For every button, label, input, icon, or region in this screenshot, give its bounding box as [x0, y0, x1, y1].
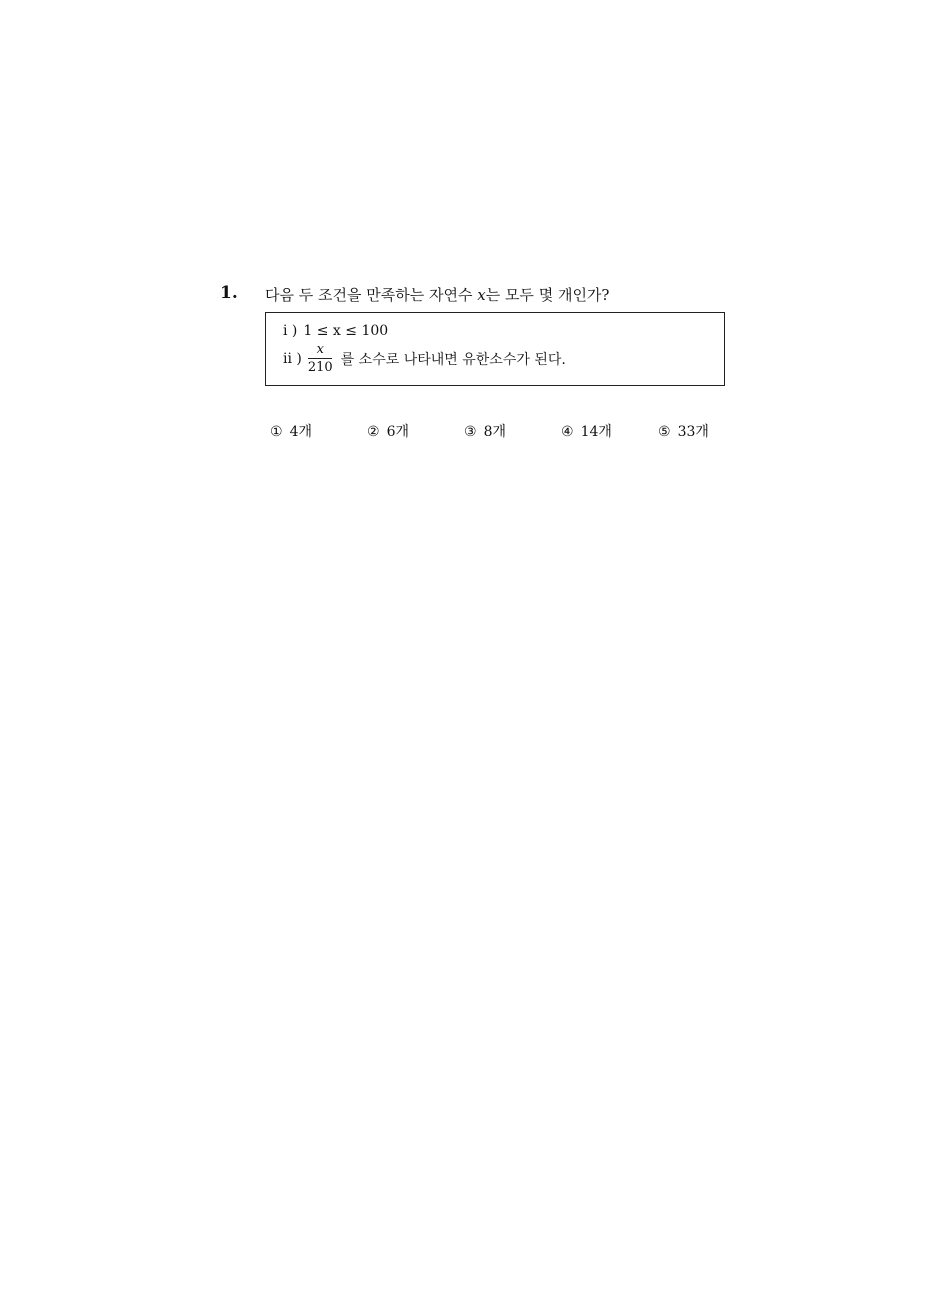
choice-2-label: 6개 [386, 424, 409, 440]
choice-1-label: 4개 [289, 424, 312, 440]
choice-5-mark: ⑤ [658, 424, 671, 440]
choice-4-mark: ④ [561, 424, 574, 440]
condition-1 [283, 323, 388, 339]
fraction-numerator: x [316, 342, 324, 357]
choice-4-label: 14개 [580, 424, 612, 440]
condition-2-text: 를 소수로 나타내면 유한소수가 된다. [340, 351, 566, 368]
question-text [265, 284, 609, 305]
choice-5[interactable] [658, 421, 709, 441]
choice-2[interactable] [367, 421, 409, 441]
choice-5-label: 33개 [677, 424, 709, 440]
choice-4[interactable] [561, 421, 612, 441]
condition-1-label: i ) [283, 323, 298, 339]
choice-1[interactable] [270, 421, 312, 441]
question-text-before: 다음 두 조건을 만족하는 자연수 [265, 286, 478, 304]
choice-3-mark: ③ [464, 424, 477, 440]
fraction [308, 343, 333, 374]
condition-1-expression: 1 ≤ x ≤ 100 [303, 323, 389, 339]
conditions-box [265, 312, 725, 386]
choice-1-mark: ① [270, 424, 283, 440]
choice-3[interactable] [464, 421, 506, 441]
question-text-after: 는 모두 몇 개인가? [485, 286, 610, 304]
question-number: 1. [220, 283, 238, 303]
question-variable: x [477, 286, 486, 304]
choice-3-label: 8개 [483, 424, 506, 440]
condition-2 [283, 343, 566, 374]
answer-choices [270, 421, 730, 443]
condition-2-label: ii ) [283, 350, 302, 367]
fraction-denominator: 210 [307, 360, 333, 375]
choice-2-mark: ② [367, 424, 380, 440]
